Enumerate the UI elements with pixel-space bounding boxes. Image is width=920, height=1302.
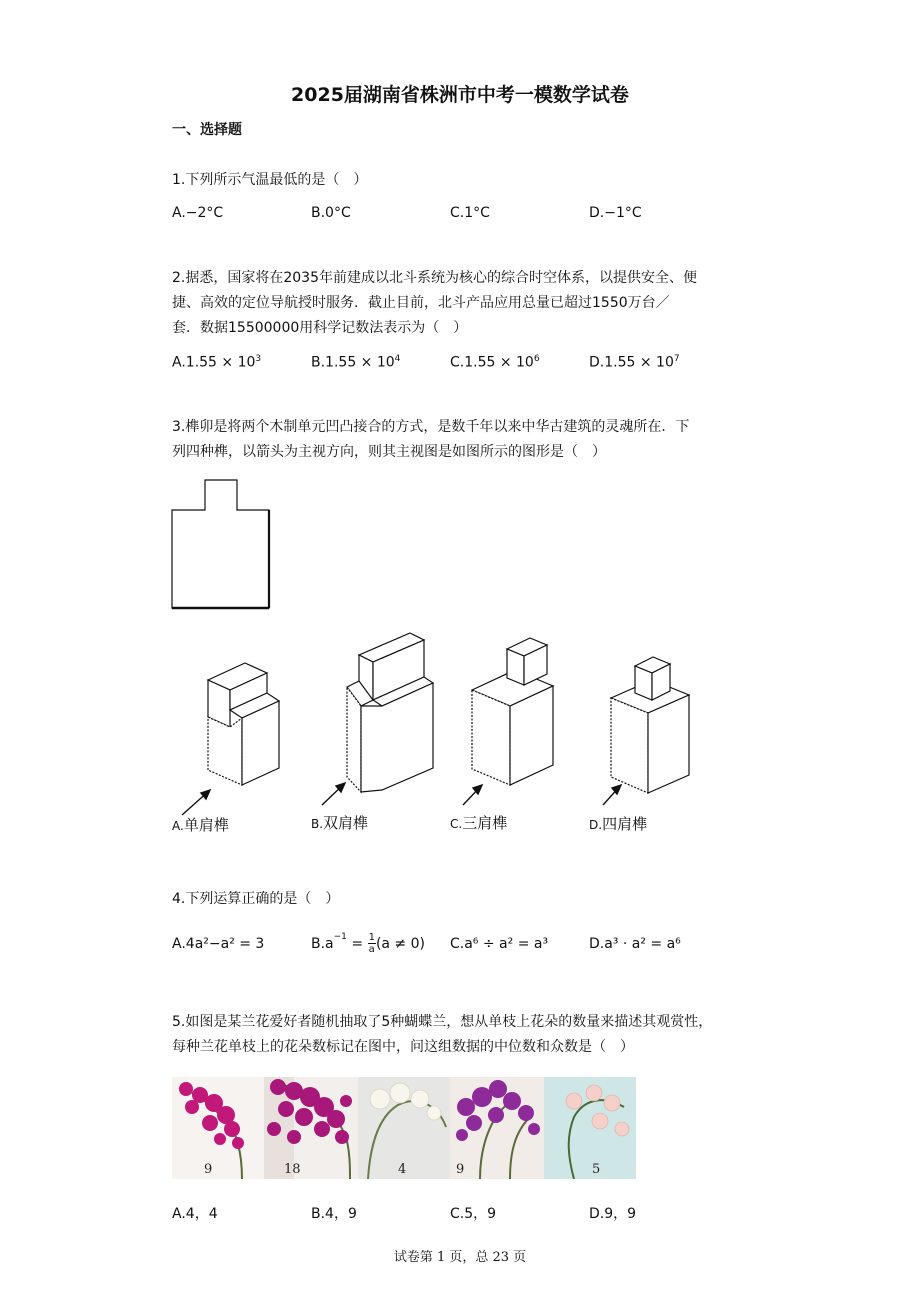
q5-option-a[interactable]: A.4，4 — [172, 1206, 218, 1222]
q5-line-1: 5.如图是某兰花爱好者随机抽取了5种蝴蝶兰，想从单枝上花朵的数量来描述其观赏性， — [172, 1014, 713, 1030]
question-2-stem — [172, 266, 792, 341]
tenon-options-figure — [165, 625, 725, 840]
q1-option-b[interactable]: B.0°C — [311, 205, 351, 221]
front-view-figure — [165, 475, 280, 615]
question-3-stem — [172, 415, 792, 465]
q3-option-d[interactable]: D.四肩榫 — [589, 815, 648, 833]
q4-option-b[interactable]: B.a $^{-1}$ = $\frac{1}{a}$ (a ≠ 0) — [311, 932, 425, 955]
question-1-stem: 1.下列所示气温最低的是（ ） — [172, 172, 368, 188]
orchid-photo-2 — [264, 1077, 358, 1179]
section-heading: 一、选择题 — [172, 122, 242, 138]
fraction: $\frac{1}{a}$ — [368, 932, 375, 955]
q2-line-1: 2.据悉，国家将在2035年前建成以北斗系统为核心的综合时空体系，以提供安全、便 — [172, 270, 697, 286]
q1-option-c[interactable]: C.1°C — [450, 205, 490, 221]
q3-line-2: 列四种榫，以箭头为主视方向，则其主视图是如图所示的图形是（ ） — [172, 444, 606, 460]
flower-count-1: 9 — [204, 1162, 213, 1177]
q4-option-a[interactable]: A.4a²−a² = 3 — [172, 936, 265, 952]
flower-count-5: 5 — [592, 1162, 601, 1177]
page-footer: 试卷第 1 页，总 23 页 — [393, 1250, 527, 1265]
q2-option-d[interactable]: $D.1.55 \times 10^7$ — [589, 354, 680, 371]
q2-line-3: 套．数据15500000用科学记数法表示为（ ） — [172, 320, 468, 336]
q5-option-b[interactable]: B.4，9 — [311, 1206, 357, 1222]
single-shoulder-tenon — [208, 663, 279, 785]
q1-option-a[interactable]: A.−2°C — [172, 205, 224, 221]
q2-option-b[interactable]: $B.1.55 \times 10^4$ — [311, 354, 401, 371]
magenta-orchid-image — [172, 1077, 264, 1179]
pink-orchid-image — [544, 1077, 636, 1179]
q4-option-c[interactable]: C.a⁶ ÷ a² = a³ — [450, 936, 549, 952]
q3-option-c[interactable]: C.三肩榫 — [450, 814, 508, 832]
flower-count-4: 9 — [456, 1162, 465, 1177]
q3-line-1: 3.榫卯是将两个木制单元凹凸接合的方式，是数千年以来中华古建筑的灵魂所在．下 — [172, 419, 690, 435]
triple-shoulder-tenon — [472, 638, 553, 785]
page-title: 2025届湖南省株洲市中考一模数学试卷 — [291, 84, 629, 106]
q2-line-2: 捷、高效的定位导航授时服务．截止目前，北斗产品应用总量已超过1550万台／ — [172, 295, 670, 311]
question-5-stem — [172, 1010, 812, 1060]
q4-option-d[interactable]: D.a³ · a² = a⁶ — [589, 936, 681, 952]
q2-option-c[interactable]: $C.1.55 \times 10^6$ — [450, 354, 540, 371]
orchid-photo-4 — [450, 1077, 544, 1179]
orchid-photo-5 — [544, 1077, 636, 1179]
double-shoulder-tenon — [347, 633, 433, 792]
q2-option-a[interactable]: $A.1.55 \times 10^3$ — [172, 354, 262, 371]
q3-option-b[interactable]: B.双肩榫 — [311, 814, 369, 832]
q5-option-c[interactable]: C.5，9 — [450, 1206, 497, 1222]
purple-orchid-image — [264, 1077, 358, 1179]
question-4-stem: 4.下列运算正确的是（ ） — [172, 891, 340, 907]
flower-count-2: 18 — [284, 1162, 301, 1177]
q3-option-a[interactable]: A.单肩榫 — [172, 816, 229, 834]
q5-line-2: 每种兰花单枝上的花朵数标记在图中，问这组数据的中位数和众数是（ ） — [172, 1039, 634, 1055]
q1-option-d[interactable]: D.−1°C — [589, 205, 642, 221]
orchid-photo-3 — [358, 1077, 450, 1179]
flower-count-3: 4 — [398, 1162, 407, 1177]
q5-option-d[interactable]: D.9，9 — [589, 1206, 637, 1222]
orchid-photo-1 — [172, 1077, 264, 1179]
quad-shoulder-tenon — [611, 657, 689, 793]
